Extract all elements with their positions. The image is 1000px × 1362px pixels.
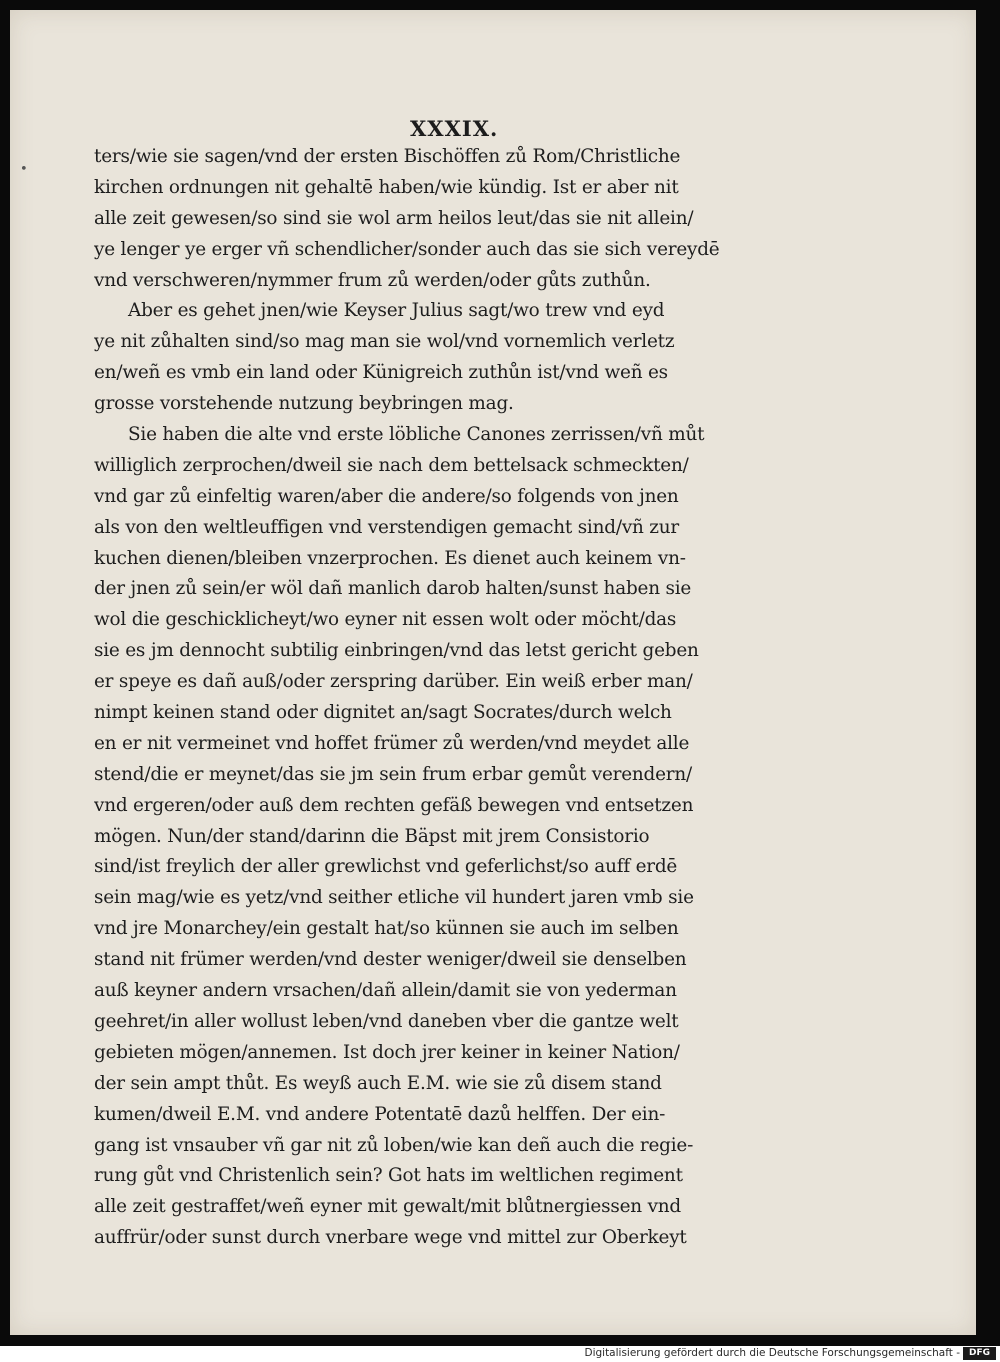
text-line: Aber es gehet jnen/wie Keyser Julius sagt/wo trew vnd eyd	[128, 300, 665, 322]
text-line: en/weñ es vmb ein land oder Künigreich zuthůn ist/vnd weñ es	[94, 362, 668, 384]
digitization-credit: Digitalisierung gefördert durch die Deutsche Forschungsgemeinschaft -	[584, 1347, 960, 1359]
text-line: williglich zerprochen/dweil sie nach dem bettelsack schmeckten/	[94, 454, 689, 476]
text-line: ters/wie sie sagen/vnd der ersten Bischöffen zů Rom/Christliche	[94, 146, 681, 167]
text-line: mögen. Nun/der stand/darinn die Bäpst mit jrem Consistorio	[94, 825, 650, 847]
text-line: vnd verschweren/nymmer frum zů werden/oder gůts zuthůn.	[94, 269, 651, 291]
text-line: kuchen dienen/bleiben vnzerprochen. Es dienet auch keinem vn-	[94, 547, 686, 569]
text-line: stend/die er meynet/das sie jm sein frum erbar gemůt verendern/	[94, 763, 693, 785]
text-line: stand nit frümer werden/vnd dester weniger/dweil sie denselben	[94, 949, 687, 971]
text-line: als von den weltleuffigen vnd verstendigen gemacht sind/vñ zur	[94, 516, 680, 538]
text-line: auß keyner andern vrsachen/dañ allein/damit sie von yederman	[94, 980, 677, 1002]
text-line: geehret/in aller wollust leben/vnd daneben vber die gantze welt	[94, 1010, 679, 1032]
text-line: auffrür/oder sunst durch vnerbare wege vnd mittel zur Oberkeyt	[94, 1227, 687, 1249]
text-line: vnd jre Monarchey/ein gestalt hat/so künnen sie auch im selben	[94, 918, 679, 940]
text-line: ye nit zůhalten sind/so mag man sie wol/vnd vornemlich verletz	[94, 331, 675, 353]
book-page	[10, 10, 976, 1335]
text-line: grosse vorstehende nutzung beybringen mag.	[94, 393, 514, 415]
dfg-logo: DFG	[963, 1347, 996, 1360]
text-line: vnd gar zů einfeltig waren/aber die andere/so folgends von jnen	[94, 485, 679, 507]
text-line: alle zeit gewesen/so sind sie wol arm heilos leut/das sie nit allein/	[94, 207, 694, 229]
margin-mark: •	[20, 162, 28, 177]
text-line: sie es jm dennocht subtilig einbringen/vnd das letst gericht geben	[94, 640, 699, 662]
text-line: wol die geschicklicheyt/wo eyner nit essen wolt oder möcht/das	[94, 609, 677, 631]
text-line: sein mag/wie es yetz/vnd seither etliche vil hundert jaren vmb sie	[94, 887, 694, 909]
text-line: der sein ampt thůt. Es weyß auch E.M. wie sie zů disem stand	[94, 1072, 662, 1094]
text-line: alle zeit gestraffet/weñ eyner mit gewalt/mit blůtnergiessen vnd	[94, 1196, 681, 1218]
text-line: er speye es dañ auß/oder zerspring darüber. Ein weiß erber man/	[94, 671, 693, 693]
text-line: gang ist vnsauber vñ gar nit zů loben/wie kan deñ auch die regie-	[94, 1134, 694, 1156]
text-line: ye lenger ye erger vñ schendlicher/sonder auch das sie sich vereydē	[94, 238, 720, 260]
text-line: kumen/dweil E.M. vnd andere Potentatē dazů helffen. Der ein-	[94, 1103, 666, 1125]
folio-number: XXXIX.	[410, 116, 499, 141]
text-line: kirchen ordnungen nit gehaltē haben/wie kündig. Ist er aber nit	[94, 176, 679, 198]
text-line: en er nit vermeinet vnd hoffet frümer zů werden/vnd meydet alle	[94, 732, 690, 754]
text-block	[94, 142, 834, 1254]
footer-bar	[0, 1346, 1000, 1362]
text-line: Sie haben die alte vnd erste löbliche Canones zerrissen/vñ můt	[128, 424, 705, 446]
text-line: rung gůt vnd Christenlich sein? Got hats im weltlichen regiment	[94, 1165, 683, 1187]
text-line: gebieten mögen/annemen. Ist doch jrer keiner in keiner Nation/	[94, 1041, 680, 1063]
text-line: vnd ergeren/oder auß dem rechten gefäß bewegen vnd entsetzen	[94, 794, 694, 816]
text-line: der jnen zů sein/er wöl dañ manlich darob halten/sunst haben sie	[94, 578, 692, 600]
text-line: sind/ist freylich der aller grewlichst vnd geferlichst/so auff erdē	[94, 856, 678, 878]
text-line: nimpt keinen stand oder dignitet an/sagt Socrates/durch welch	[94, 702, 672, 724]
